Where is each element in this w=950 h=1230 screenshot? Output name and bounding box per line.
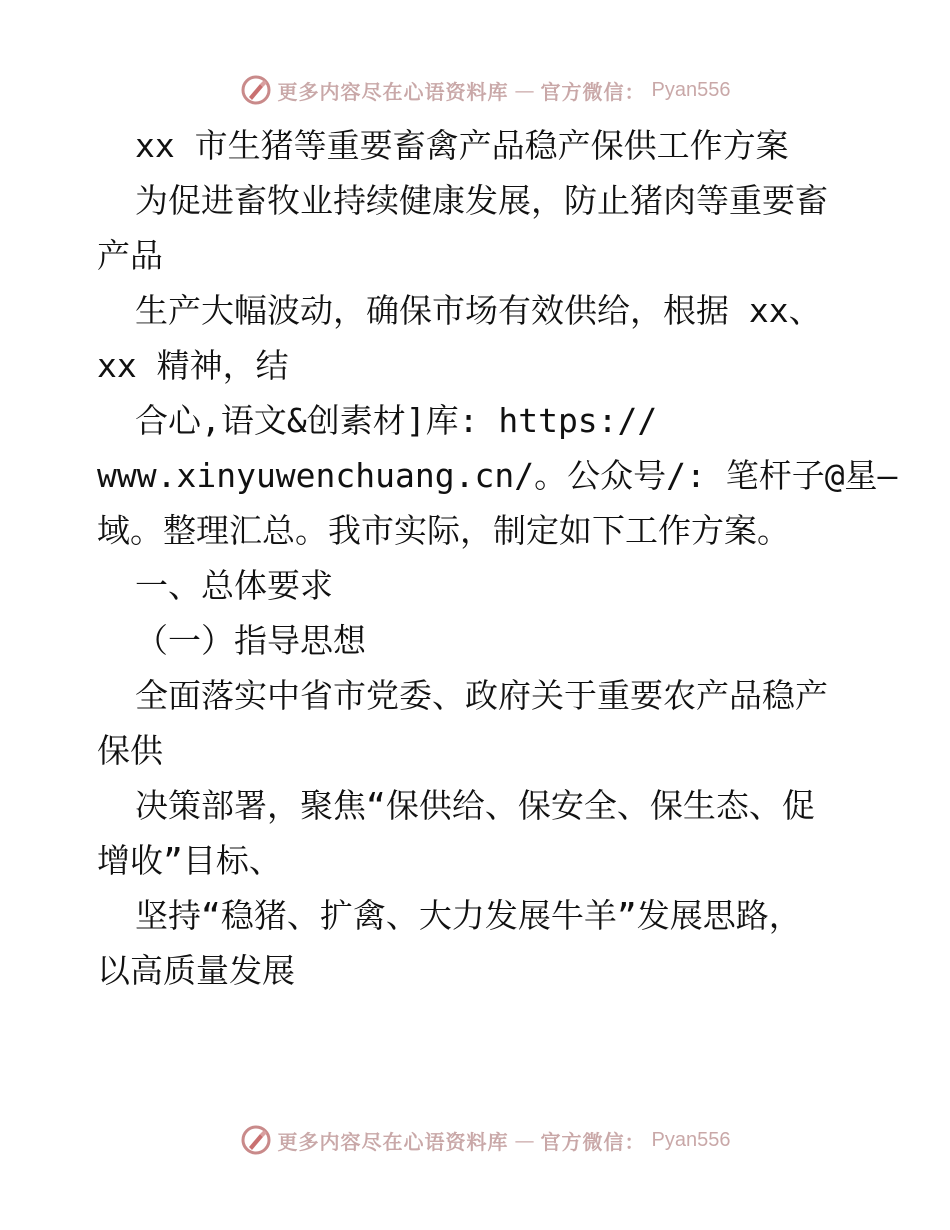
watermark-main-text: 更多内容尽在心语资料库 bbox=[277, 79, 509, 104]
pen-logo-icon bbox=[240, 1124, 272, 1156]
pen-logo-icon bbox=[240, 74, 272, 106]
watermark-wechat-id: Pyan556 bbox=[651, 78, 731, 101]
subsection-heading: （一）指导思想 bbox=[135, 621, 366, 660]
watermark-wechat-label: 官方微信： bbox=[540, 79, 646, 104]
watermark-wechat-id: Pyan556 bbox=[651, 1128, 731, 1151]
footer-watermark-inner bbox=[240, 1124, 731, 1156]
header-watermark bbox=[0, 70, 950, 110]
doc-line: 域。整理汇总。我市实际，制定如下工作方案。 bbox=[97, 511, 790, 550]
section-heading: 一、总体要求 bbox=[135, 566, 333, 605]
doc-line: 为促进畜牧业持续健康发展，防止猪肉等重要畜 bbox=[135, 181, 828, 220]
doc-line: 合心,语文&创素材]库: https:// bbox=[135, 401, 658, 440]
doc-line: 决策部署，聚焦“保供给、保安全、保生态、促 bbox=[135, 786, 815, 825]
footer-watermark bbox=[0, 1120, 950, 1160]
doc-line: 产品 bbox=[97, 236, 163, 275]
doc-line: www.xinyuwenchuang.cn/。公众号/: 笔杆子@星— bbox=[97, 456, 898, 495]
doc-line: 保供 bbox=[97, 731, 163, 770]
doc-line: 全面落实中省市党委、政府关于重要农产品稳产 bbox=[135, 676, 828, 715]
watermark-wechat-label: 官方微信： bbox=[540, 1129, 646, 1154]
watermark-main-text: 更多内容尽在心语资料库 bbox=[277, 1129, 509, 1154]
doc-line: 生产大幅波动，确保市场有效供给，根据 xx、 bbox=[135, 291, 822, 330]
doc-line: xx 精神，结 bbox=[97, 346, 289, 385]
doc-line: 增收”目标、 bbox=[97, 841, 282, 880]
watermark-separator: — bbox=[514, 1128, 535, 1152]
watermark-separator: — bbox=[514, 78, 535, 102]
header-watermark-inner bbox=[240, 74, 731, 106]
doc-title: xx 市生猪等重要畜禽产品稳产保供工作方案 bbox=[135, 126, 789, 165]
doc-line: 以高质量发展 bbox=[97, 951, 295, 990]
document-body bbox=[97, 118, 898, 998]
doc-line: 坚持“稳猪、扩禽、大力发展牛羊”发展思路， bbox=[135, 896, 802, 935]
